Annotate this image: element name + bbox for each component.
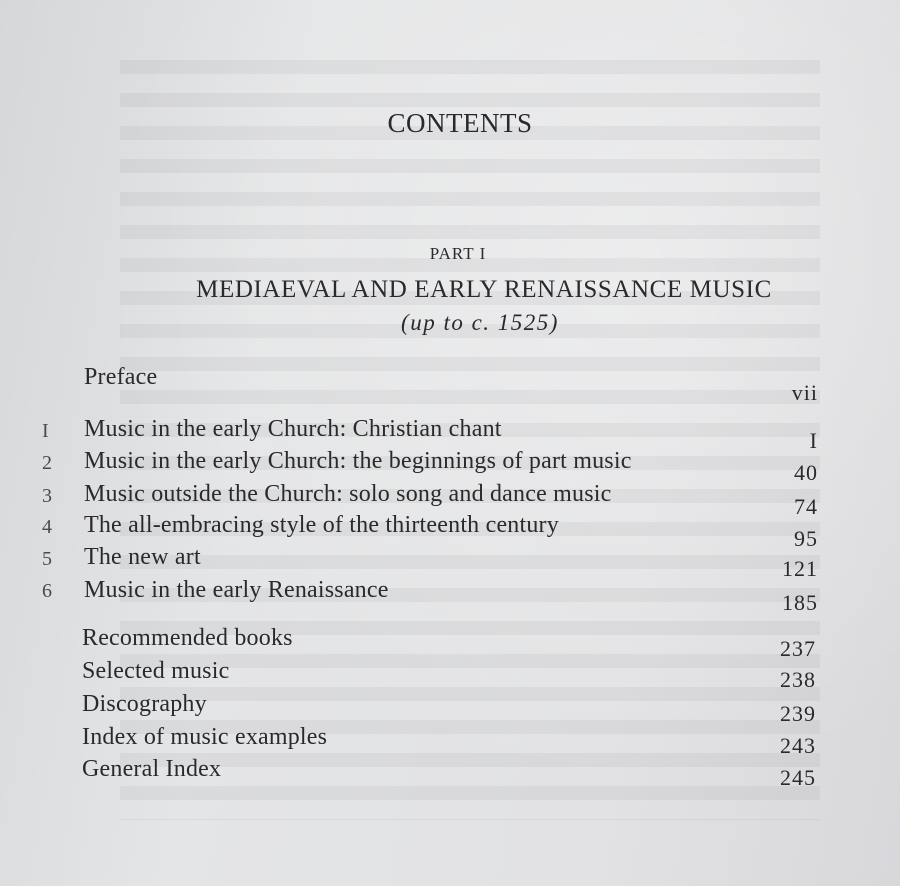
chapter-page: 95 — [794, 526, 818, 551]
chapter-title: Music in the early Renaissance — [84, 577, 389, 603]
chapter-number: 4 — [42, 516, 52, 538]
chapter-page: I — [809, 428, 818, 453]
part-title: MEDIAEVAL AND EARLY RENAISSANCE MUSIC — [196, 276, 772, 303]
back-matter-title: Recommended books — [82, 625, 293, 651]
chapter-title: Music in the early Church: Christian chant — [84, 416, 502, 442]
chapter-number: 2 — [42, 452, 52, 474]
preface-title: Preface — [84, 364, 158, 390]
chapter-title: Music in the early Church: the beginnings of part music — [84, 448, 632, 474]
back-matter-title: General Index — [82, 756, 222, 782]
chapter-page: 74 — [794, 494, 818, 519]
back-matter-title: Index of music examples — [82, 724, 328, 750]
chapter-number: 6 — [42, 580, 52, 602]
chapter-title: The all-embracing style of the thirteenth century — [84, 512, 559, 538]
chapter-page: 121 — [782, 556, 818, 581]
back-matter-page: 238 — [780, 667, 816, 692]
chapter-title: The new art — [84, 544, 201, 570]
back-matter-title: Discography — [82, 691, 207, 717]
back-matter-title: Selected music — [82, 658, 230, 684]
chapter-page: 40 — [794, 460, 818, 485]
back-matter-page: 245 — [780, 765, 816, 790]
chapter-number: 3 — [42, 485, 52, 507]
chapter-page: 185 — [782, 590, 818, 615]
chapter-number: 5 — [42, 548, 52, 570]
preface-page: vii — [791, 380, 818, 405]
chapter-title: Music outside the Church: solo song and dance music — [84, 481, 612, 507]
chapter-number: I — [42, 420, 49, 442]
back-matter-page: 237 — [780, 636, 816, 661]
contents-heading: CONTENTS — [387, 108, 533, 138]
back-matter-page: 243 — [780, 733, 816, 758]
back-matter-page: 239 — [780, 701, 816, 726]
part-label: PART I — [429, 244, 487, 263]
part-period: (up to c. 1525) — [401, 310, 559, 335]
